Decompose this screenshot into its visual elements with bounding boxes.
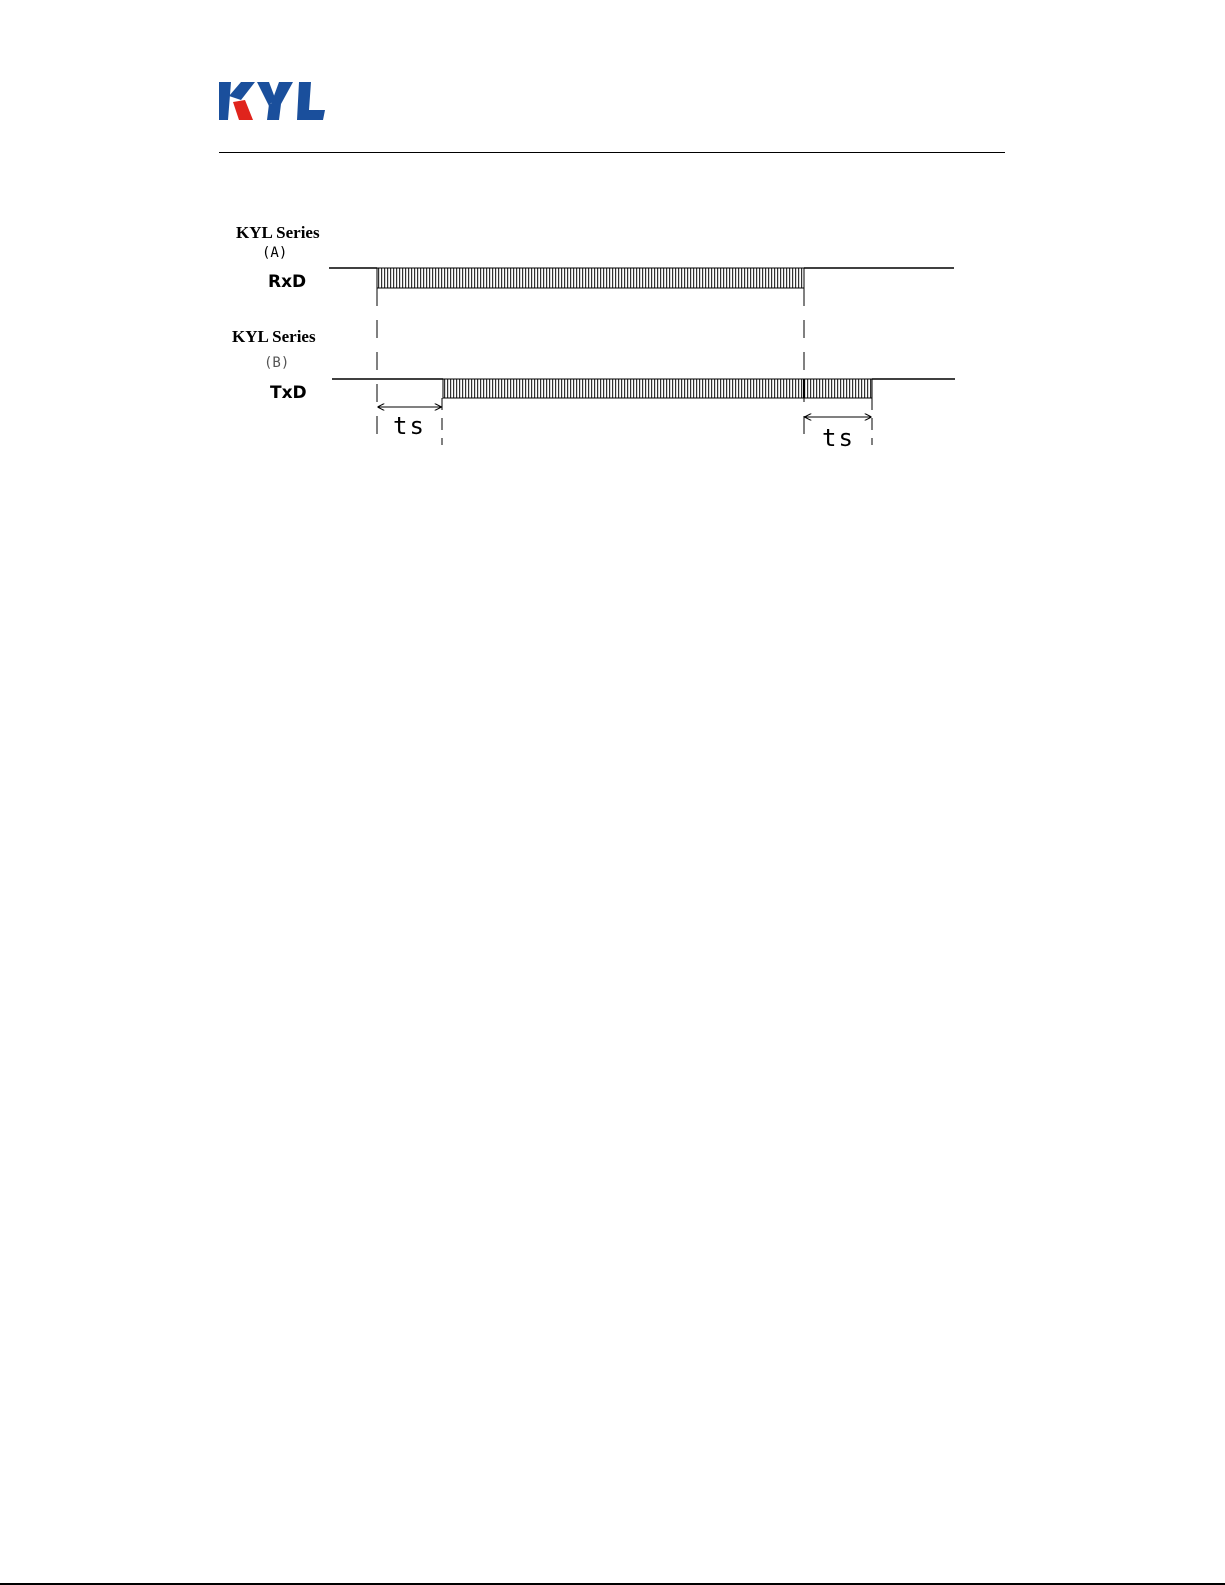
ts-delay-label-start: ts — [393, 412, 426, 440]
device-b-unit-label: (B) — [264, 355, 290, 371]
device-b-series-label: KYL Series — [232, 327, 316, 346]
device-a-unit-label: (A) — [262, 245, 288, 261]
txd-data-block — [443, 379, 872, 398]
ts-delay-label-end: ts — [822, 424, 855, 452]
txd-signal-label: TxD — [270, 383, 307, 403]
rxd-data-block — [377, 268, 804, 288]
txd-waveform — [332, 379, 955, 398]
device-a-series-label: KYL Series — [236, 223, 320, 242]
timing-diagram — [0, 0, 1225, 480]
rxd-signal-label: RxD — [268, 272, 307, 292]
rxd-waveform — [329, 268, 954, 288]
